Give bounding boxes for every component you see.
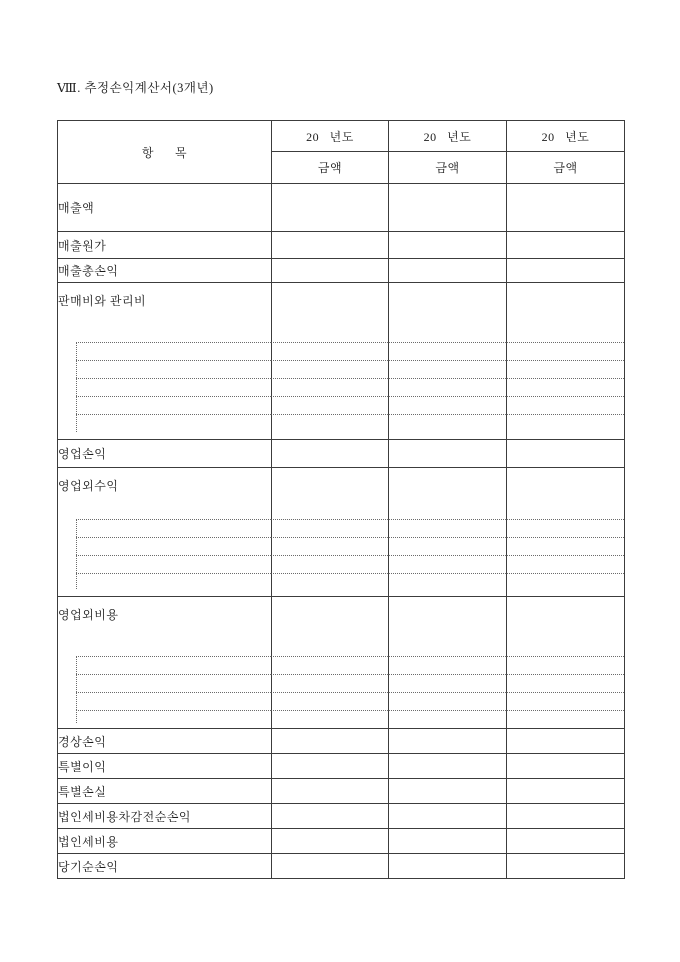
row-cost-of-sales (58, 231, 624, 258)
amount-cell (388, 828, 506, 853)
amount-cell (271, 360, 388, 378)
non-operating-income-subrow (58, 537, 624, 555)
row-operating-income (58, 439, 624, 467)
amount-cell (388, 778, 506, 803)
amount-cell (388, 728, 506, 753)
year-column-header-2: 20 년도 (388, 121, 506, 151)
amount-cell (388, 183, 506, 231)
amount-cell (506, 282, 624, 342)
header-row-year (58, 121, 624, 151)
row-label-extraordinary-gain: 특별이익 (58, 753, 271, 778)
sub-item-area (58, 573, 271, 596)
amount-cell (388, 439, 506, 467)
amount-cell (388, 753, 506, 778)
amount-cell (506, 728, 624, 753)
row-label-extraordinary-loss: 특별손실 (58, 778, 271, 803)
amount-cell (506, 573, 624, 596)
amount-cell (506, 258, 624, 282)
non-operating-income-subrow (58, 519, 624, 537)
amount-cell (388, 282, 506, 342)
amount-cell (506, 439, 624, 467)
row-label-income-tax: 법인세비용 (58, 828, 271, 853)
amount-cell (388, 396, 506, 414)
non-operating-expense-subrow (58, 656, 624, 674)
amount-cell (506, 778, 624, 803)
row-income-before-tax (58, 803, 624, 828)
amount-cell (271, 396, 388, 414)
sub-item-area (58, 674, 271, 692)
amount-cell (506, 853, 624, 878)
non-operating-expense-subrow (58, 710, 624, 728)
amount-cell (506, 467, 624, 519)
amount-cell (388, 656, 506, 674)
sub-item-area (58, 537, 271, 555)
amount-cell (388, 803, 506, 828)
amount-cell (506, 596, 624, 656)
non-operating-expense-subrow (58, 674, 624, 692)
item-column-header: 항 목 (141, 145, 188, 160)
amount-cell (271, 342, 388, 360)
amount-cell (388, 231, 506, 258)
sub-item-area (58, 656, 271, 674)
row-label-income-before-tax: 법인세비용차감전순손익 (58, 803, 271, 828)
sub-item-area (58, 519, 271, 537)
amount-header-2: 금액 (388, 151, 506, 183)
amount-cell (506, 183, 624, 231)
amount-cell (271, 778, 388, 803)
sga-subrow (58, 396, 624, 414)
row-label-cost-of-sales: 매출원가 (58, 231, 271, 258)
amount-cell (506, 396, 624, 414)
amount-cell (506, 753, 624, 778)
income-statement-table (57, 120, 625, 879)
year-column-header-3: 20 년도 (506, 121, 624, 151)
amount-cell (271, 803, 388, 828)
amount-cell (271, 282, 388, 342)
amount-cell (271, 414, 388, 439)
amount-header-3: 금액 (506, 151, 624, 183)
amount-cell (388, 258, 506, 282)
amount-cell (271, 183, 388, 231)
row-gross-profit (58, 258, 624, 282)
amount-cell (388, 555, 506, 573)
amount-cell (388, 853, 506, 878)
row-non-operating-expense (58, 596, 624, 656)
amount-cell (388, 519, 506, 537)
amount-cell (506, 231, 624, 258)
row-sales (58, 183, 624, 231)
amount-cell (271, 596, 388, 656)
non-operating-income-subrow (58, 555, 624, 573)
amount-cell (271, 828, 388, 853)
non-operating-expense-subrow (58, 692, 624, 710)
row-net-income (58, 853, 624, 878)
amount-cell (388, 573, 506, 596)
row-label-gross-profit: 매출총손익 (58, 258, 271, 282)
amount-cell (271, 258, 388, 282)
amount-cell (388, 537, 506, 555)
row-label-sga: 판매비와 관리비 (58, 282, 271, 342)
amount-cell (388, 467, 506, 519)
amount-cell (271, 439, 388, 467)
amount-cell (506, 674, 624, 692)
amount-cell (271, 853, 388, 878)
sub-item-area (58, 555, 271, 573)
non-operating-income-subrow (58, 573, 624, 596)
amount-cell (388, 710, 506, 728)
row-income-tax (58, 828, 624, 853)
amount-cell (271, 674, 388, 692)
sga-subrow (58, 342, 624, 360)
amount-cell (271, 378, 388, 396)
amount-cell (506, 656, 624, 674)
amount-cell (271, 555, 388, 573)
amount-cell (388, 596, 506, 656)
row-non-operating-income (58, 467, 624, 519)
amount-cell (271, 692, 388, 710)
amount-cell (388, 360, 506, 378)
amount-cell (506, 555, 624, 573)
amount-cell (388, 692, 506, 710)
amount-cell (271, 537, 388, 555)
amount-cell (506, 803, 624, 828)
sga-subrow (58, 378, 624, 396)
row-sga (58, 282, 624, 342)
row-label-non-operating-expense: 영업외비용 (58, 596, 271, 656)
row-label-operating-income: 영업손익 (58, 439, 271, 467)
sub-item-area (58, 414, 271, 439)
amount-cell (506, 360, 624, 378)
amount-cell (271, 753, 388, 778)
amount-cell (271, 710, 388, 728)
row-label-sales: 매출액 (58, 183, 271, 231)
amount-header-1: 금액 (271, 151, 388, 183)
sga-subrow (58, 360, 624, 378)
amount-cell (506, 828, 624, 853)
row-label-ordinary-income: 경상손익 (58, 728, 271, 753)
amount-cell (388, 674, 506, 692)
document-title: Ⅷ. 추정손익계산서(3개년) (57, 81, 214, 95)
sub-item-area (58, 360, 271, 378)
sub-item-area (58, 692, 271, 710)
amount-cell (271, 728, 388, 753)
amount-cell (388, 342, 506, 360)
row-extraordinary-loss (58, 778, 624, 803)
row-extraordinary-gain (58, 753, 624, 778)
sga-subrow (58, 414, 624, 439)
amount-cell (506, 414, 624, 439)
sub-item-area (58, 378, 271, 396)
amount-cell (506, 519, 624, 537)
amount-cell (506, 692, 624, 710)
amount-cell (271, 231, 388, 258)
amount-cell (388, 378, 506, 396)
row-ordinary-income (58, 728, 624, 753)
year-column-header-1: 20 년도 (271, 121, 388, 151)
row-label-non-operating-income: 영업외수익 (58, 467, 271, 519)
amount-cell (506, 378, 624, 396)
sub-item-area (58, 342, 271, 360)
amount-cell (271, 573, 388, 596)
amount-cell (271, 519, 388, 537)
sub-item-area (58, 710, 271, 728)
amount-cell (388, 414, 506, 439)
amount-cell (271, 467, 388, 519)
amount-cell (506, 537, 624, 555)
amount-cell (271, 656, 388, 674)
row-label-net-income: 당기순손익 (58, 853, 271, 878)
sub-item-area (58, 396, 271, 414)
amount-cell (506, 710, 624, 728)
amount-cell (506, 342, 624, 360)
